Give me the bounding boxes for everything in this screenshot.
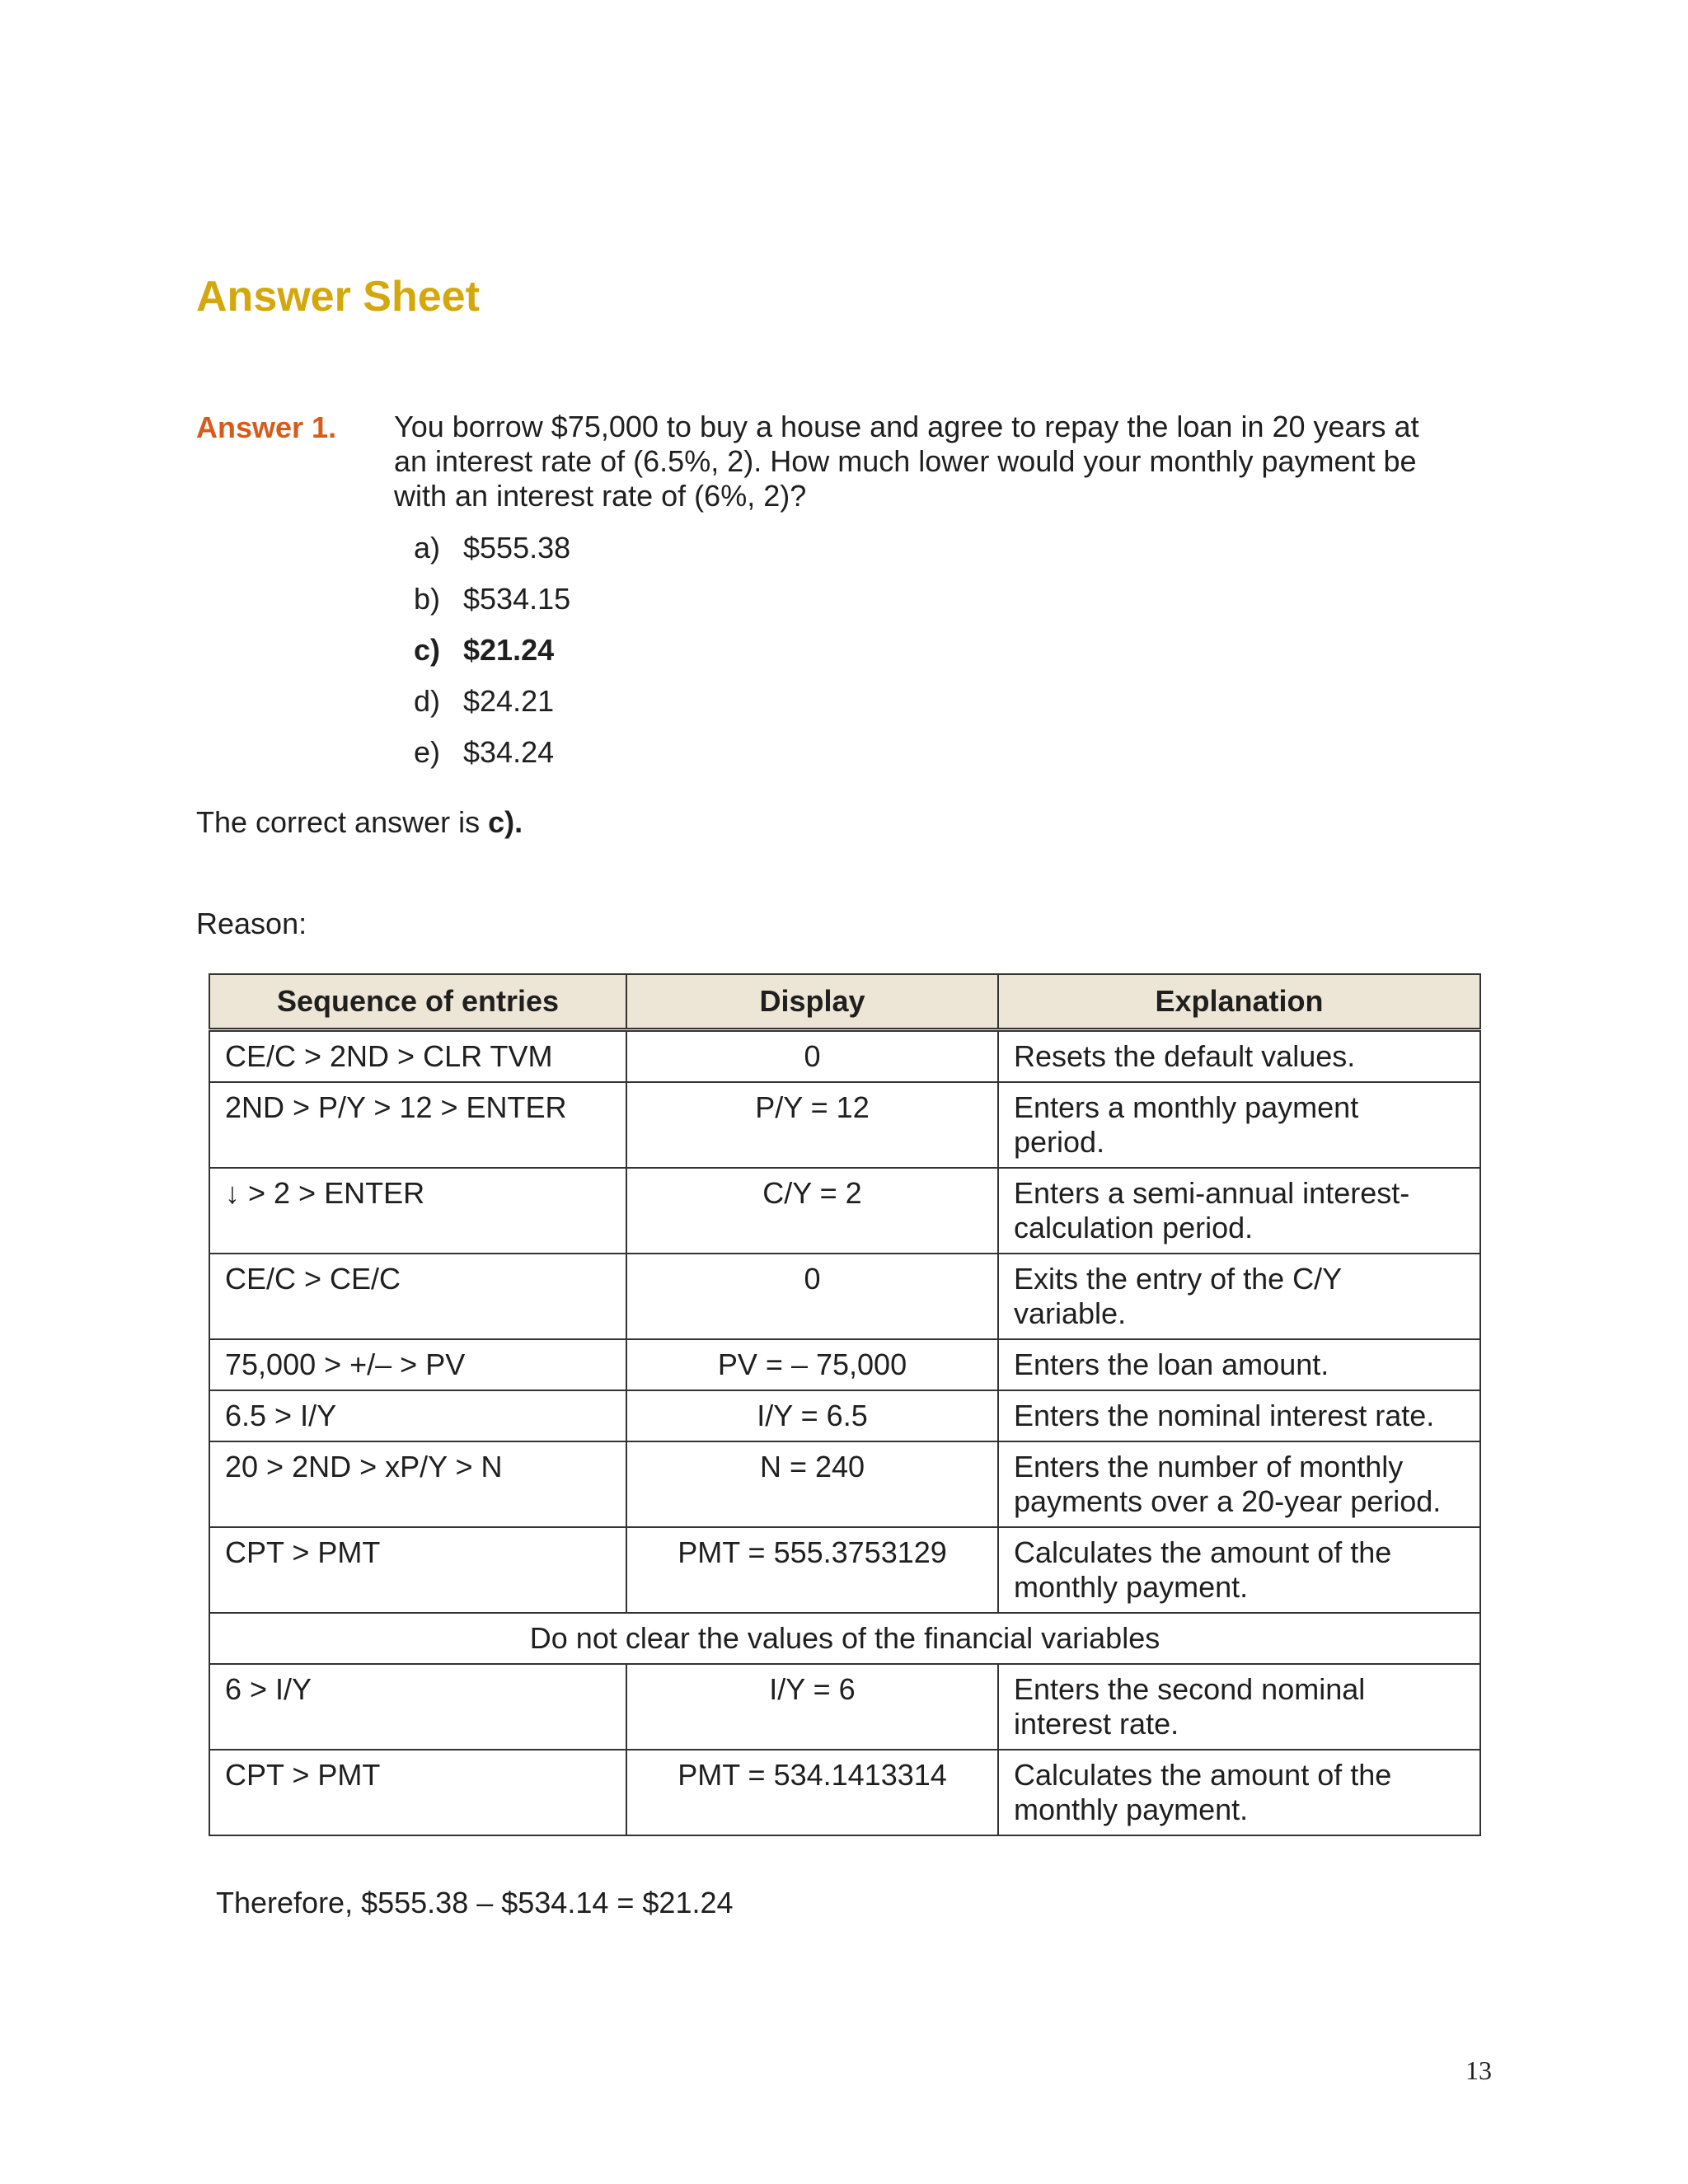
option-d <box>414 682 570 733</box>
explanation-line: Enters a monthly payment <box>1014 1090 1359 1124</box>
correct-answer-value: c). <box>488 805 523 839</box>
explanation-line: Enters the number of monthly <box>1014 1450 1404 1483</box>
option-letter: d) <box>414 684 441 718</box>
option-c-correct <box>414 631 570 682</box>
explanation-line: payments over a 20-year period. <box>1014 1484 1442 1518</box>
sequence-cell: CE/C > 2ND > CLR TVM <box>209 1030 626 1083</box>
correct-answer-statement <box>196 805 523 840</box>
option-letter: b) <box>414 582 441 616</box>
table-row <box>209 1527 1480 1613</box>
reason-label: Reason: <box>196 907 307 940</box>
sequence-cell: 6.5 > I/Y <box>209 1390 626 1441</box>
table-row <box>209 1168 1480 1254</box>
sequence-cell: 20 > 2ND > xP/Y > N <box>209 1441 626 1527</box>
question-line: with an interest rate of (6%, 2)? <box>394 479 807 513</box>
sequence-cell: CPT > PMT <box>209 1750 626 1835</box>
question-line: an interest rate of (6.5%, 2). How much lower would your monthly payment be <box>394 444 1417 478</box>
explanation-cell <box>998 1030 1480 1083</box>
page-title: Answer Sheet <box>196 273 480 321</box>
explanation-cell <box>998 1664 1480 1750</box>
table-row <box>209 1030 1480 1083</box>
display-cell: PMT = 555.3753129 <box>626 1527 998 1613</box>
display-cell: C/Y = 2 <box>626 1168 998 1254</box>
table-row <box>209 1339 1480 1390</box>
explanation-line: Resets the default values. <box>1014 1039 1356 1073</box>
header-sequence: Sequence of entries <box>209 974 626 1030</box>
explanation-cell <box>998 1527 1480 1613</box>
table-header-row <box>209 974 1480 1030</box>
option-text: $555.38 <box>463 531 571 565</box>
display-cell: 0 <box>626 1254 998 1339</box>
explanation-cell <box>998 1390 1480 1441</box>
answer-options <box>414 529 570 785</box>
explanation-line: variable. <box>1014 1296 1127 1330</box>
explanation-cell <box>998 1339 1480 1390</box>
explanation-cell <box>998 1750 1480 1835</box>
explanation-cell <box>998 1254 1480 1339</box>
header-display: Display <box>626 974 998 1030</box>
table-note-row <box>209 1613 1480 1664</box>
option-letter: e) <box>414 735 441 769</box>
correct-answer-prefix: The correct answer is <box>196 805 489 839</box>
table-row <box>209 1254 1480 1339</box>
explanation-line: Enters a semi-annual interest- <box>1014 1176 1410 1210</box>
sequence-cell: 6 > I/Y <box>209 1664 626 1750</box>
sequence-cell: 75,000 > +/– > PV <box>209 1339 626 1390</box>
option-a <box>414 529 570 580</box>
explanation-line: Enters the second nominal <box>1014 1672 1366 1706</box>
option-e <box>414 733 570 785</box>
conclusion-text: Therefore, $555.38 – $534.14 = $21.24 <box>216 1886 734 1919</box>
explanation-line: Calculates the amount of the <box>1014 1758 1392 1792</box>
table-row <box>209 1750 1480 1835</box>
explanation-line: Exits the entry of the C/Y <box>1014 1262 1343 1296</box>
option-letter: c) <box>414 633 441 667</box>
sequence-cell: 2ND > P/Y > 12 > ENTER <box>209 1082 626 1168</box>
explanation-line: period. <box>1014 1125 1105 1159</box>
table-row <box>209 1441 1480 1527</box>
display-cell: P/Y = 12 <box>626 1082 998 1168</box>
option-text: $34.24 <box>463 735 555 769</box>
explanation-line: Calculates the amount of the <box>1014 1535 1392 1569</box>
display-cell: N = 240 <box>626 1441 998 1527</box>
explanation-line: monthly payment. <box>1014 1570 1249 1604</box>
option-text: $21.24 <box>463 633 555 667</box>
option-text: $24.21 <box>463 684 555 718</box>
display-cell: 0 <box>626 1030 998 1083</box>
calculator-steps-table <box>209 973 1481 1836</box>
table-row <box>209 1082 1480 1168</box>
header-explanation: Explanation <box>998 974 1480 1030</box>
display-cell: PV = – 75,000 <box>626 1339 998 1390</box>
explanation-line: Enters the loan amount. <box>1014 1347 1329 1381</box>
explanation-line: Enters the nominal interest rate. <box>1014 1399 1435 1432</box>
explanation-cell <box>998 1441 1480 1527</box>
display-cell: PMT = 534.1413314 <box>626 1750 998 1835</box>
answer-label: Answer 1. <box>196 410 337 444</box>
option-letter: a) <box>414 531 441 565</box>
option-b <box>414 580 570 631</box>
explanation-line: monthly payment. <box>1014 1793 1249 1826</box>
explanation-cell <box>998 1082 1480 1168</box>
display-cell: I/Y = 6 <box>626 1664 998 1750</box>
option-text: $534.15 <box>463 582 571 616</box>
sequence-cell: ↓ > 2 > ENTER <box>209 1168 626 1254</box>
sequence-cell: CPT > PMT <box>209 1527 626 1613</box>
sequence-cell: CE/C > CE/C <box>209 1254 626 1339</box>
question-text <box>394 410 1490 513</box>
explanation-cell <box>998 1168 1480 1254</box>
explanation-line: interest rate. <box>1014 1707 1179 1741</box>
note-cell: Do not clear the values of the financial variables <box>209 1613 1480 1664</box>
question-line: You borrow $75,000 to buy a house and agree to repay the loan in 20 years at <box>394 410 1419 443</box>
page-number: 13 <box>1465 2055 1492 2085</box>
table-row <box>209 1664 1480 1750</box>
display-cell: I/Y = 6.5 <box>626 1390 998 1441</box>
explanation-line: calculation period. <box>1014 1211 1254 1244</box>
table-row <box>209 1390 1480 1441</box>
